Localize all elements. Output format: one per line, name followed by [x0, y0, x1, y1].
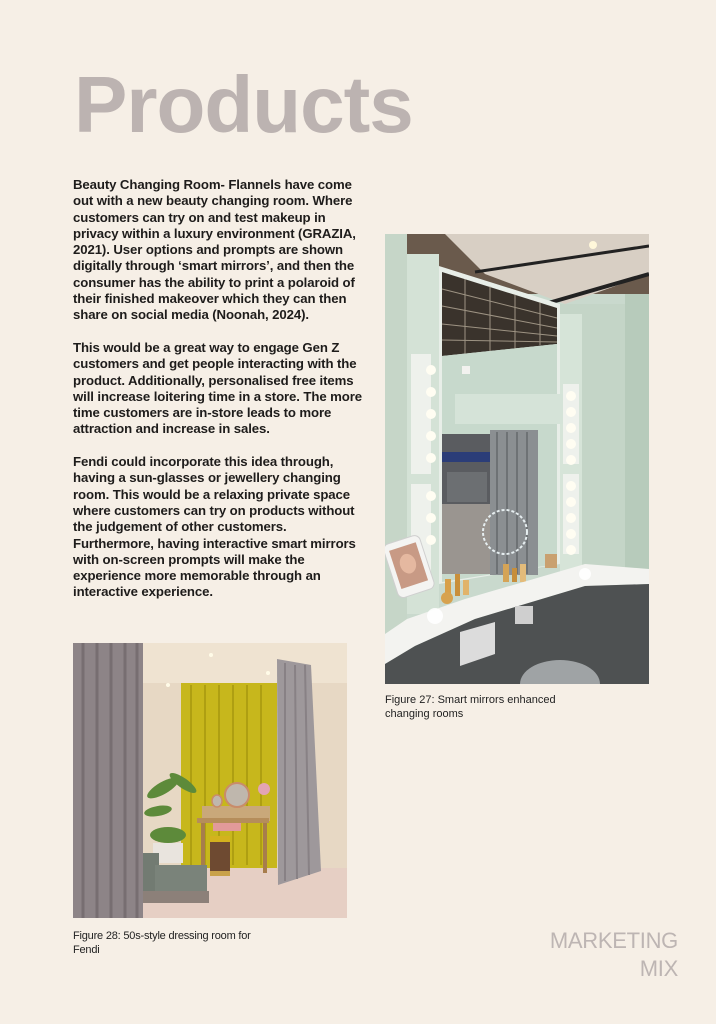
figure-27-caption: Figure 27: Smart mirrors enhanced changing rooms	[385, 694, 556, 720]
paragraph-fendi-proposal: Fendi could incorporate this idea through, having a sun-glasses or jewellery changing room. This would be a relaxing private space where customers can try on products without the judgement of other customers. Furthermore, having interactive smart mirrors with on-screen prompts will make the experience more memorable through an interactive experience.	[73, 454, 356, 600]
figure-28-caption: Figure 28: 50s-style dressing room for Fendi	[73, 930, 251, 956]
section-label	[550, 927, 678, 983]
paragraph-flannels-changing-room: Beauty Changing Room- Flannels have come out with a new beauty changing room. Where customers can try on and test makeup in privacy within a luxury environment (GRAZIA, 2021). User options and prompts are shown digitally through ‘smart mirrors’, and then the consumer has the ability to print a polaroid of their finished makeover which they can then share on social media (Noonah, 2024).	[73, 177, 356, 323]
section-label-line-2: MIX	[639, 956, 678, 981]
figure-28-dressing-room-photo	[73, 643, 347, 918]
section-label-line-1: MARKETING	[549, 928, 678, 953]
dressing-room-illustration	[73, 643, 347, 918]
page-title: Products	[74, 60, 413, 149]
paragraph-gen-z-engagement: This would be a great way to engage Gen Z customers and get people interacting with the product. Additionally, personalised free items will increase loitering time in a store. The more time customers are in-store leads to more attraction and increase in sales.	[73, 339, 362, 437]
figure-27-smart-mirror-photo	[385, 234, 649, 684]
body-text	[73, 177, 369, 617]
smart-mirror-illustration	[385, 234, 649, 684]
